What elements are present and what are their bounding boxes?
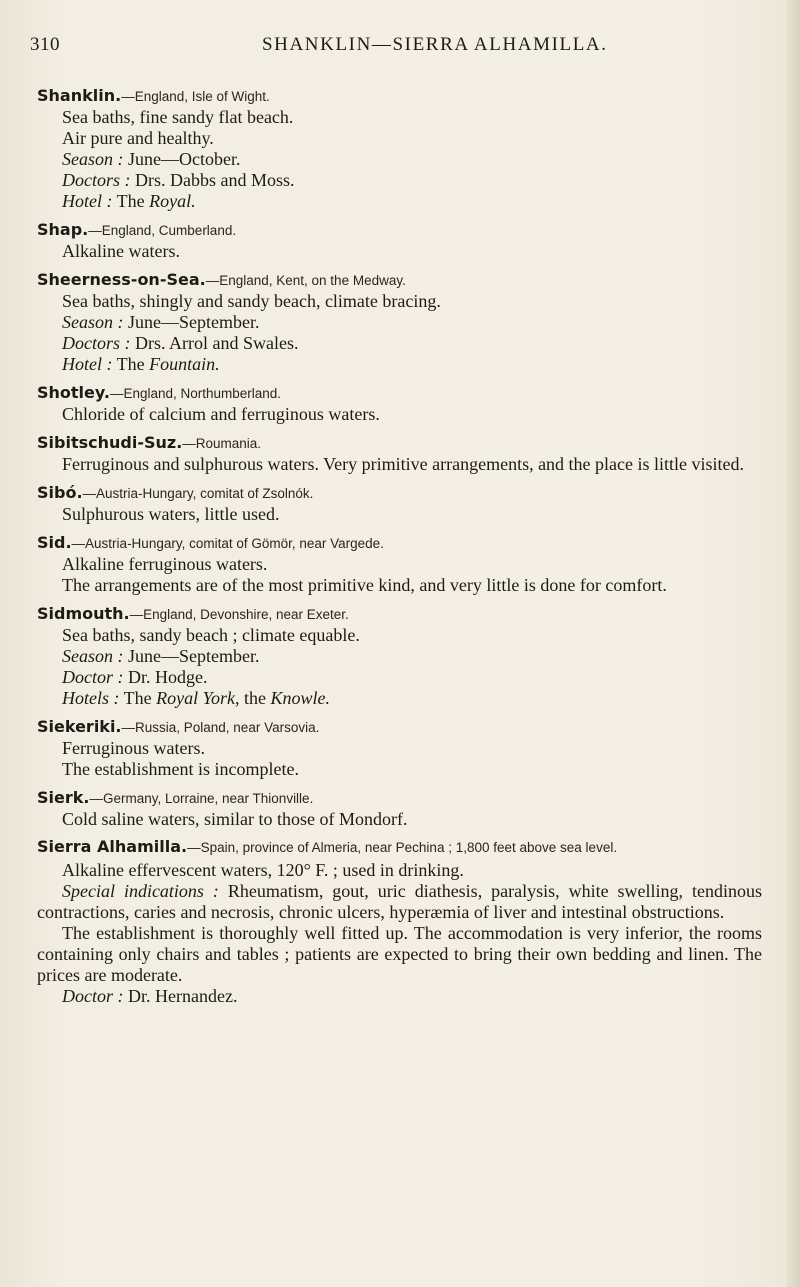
hotel-label: Hotel : — [62, 354, 113, 374]
entry-sibitschudi-suz — [37, 433, 762, 475]
entry-siekeriki — [37, 717, 762, 780]
entry-description: Air pure and healthy. — [62, 128, 214, 148]
entry-heading — [37, 604, 762, 625]
hotels-prefix: The — [119, 688, 157, 708]
entry-name: Sidmouth. — [37, 604, 130, 623]
entry-description: Sea baths, fine sandy flat beach. — [62, 107, 294, 127]
entry-name: Sheerness-on-Sea. — [37, 270, 206, 289]
season-value: June—October. — [123, 149, 241, 169]
season-value: June—September. — [123, 646, 260, 666]
entry-description: The establishment is incomplete. — [62, 759, 299, 779]
entry-shotley — [37, 383, 762, 425]
entry-heading — [37, 383, 762, 404]
entry-name: Sibitschudi-Suz. — [37, 433, 183, 452]
entry-sierk — [37, 788, 762, 830]
entry-description: The establishment is thoroughly well fitted up. The accommodation is very inferior, the rooms containing only chairs and tables ; patients are expected to bring their own bedding and linen. The prices are moderate. — [37, 923, 762, 985]
doctors-label: Doctors : — [62, 170, 131, 190]
entry-description: Alkaline ferruginous waters. — [62, 554, 268, 574]
gazetteer-entries — [37, 86, 762, 1015]
doctors-value: Drs. Arrol and Swales. — [130, 333, 299, 353]
hotel-name: Royal York, — [156, 688, 240, 708]
entry-location: —Roumania. — [182, 436, 262, 451]
hotel-label: Hotel : — [62, 191, 113, 211]
entry-description: Sulphurous waters, little used. — [62, 504, 280, 524]
hotel-name: Knowle. — [270, 688, 331, 708]
page-number: 310 — [30, 34, 60, 55]
doctors-value: Drs. Dabbs and Moss. — [130, 170, 295, 190]
entry-description: The arrangements are of the most primitive kind, and very little is done for comfort. — [62, 575, 667, 595]
season-value: June—September. — [123, 312, 260, 332]
season-label: Season : — [62, 312, 124, 332]
hotels-joiner: the — [239, 688, 271, 708]
entry-doctors — [62, 333, 762, 354]
entry-heading — [37, 86, 762, 107]
entry-sid — [37, 533, 762, 596]
season-label: Season : — [62, 149, 124, 169]
entry-name: Sibó. — [37, 483, 83, 502]
indications-value: Rheumatism, gout, uric diathesis, paralysis, white swelling, tendinous contractions, caries and necrosis, chronic ulcers, hyperæmia of liver and intestinal obstructions. — [37, 881, 762, 922]
entry-name: Shotley. — [37, 383, 110, 402]
entry-description: Ferruginous waters. — [62, 738, 205, 758]
doctors-label: Doctors : — [62, 333, 131, 353]
entry-description: Alkaline effervescent waters, 120° F. ; used in drinking. — [62, 860, 464, 880]
entry-sibo — [37, 483, 762, 525]
doctor-value: Dr. Hodge. — [123, 667, 208, 687]
entry-heading — [37, 220, 762, 241]
entry-heading — [37, 788, 762, 809]
hotel-prefix: The — [112, 191, 150, 211]
entry-name: Shanklin. — [37, 86, 122, 105]
entry-description: Sea baths, shingly and sandy beach, climate bracing. — [62, 291, 441, 311]
doctor-label: Doctor : — [62, 986, 124, 1006]
entry-description: Alkaline waters. — [62, 241, 180, 261]
entry-heading — [37, 533, 762, 554]
entry-season — [62, 149, 762, 170]
entry-name: Sierk. — [37, 788, 90, 807]
entry-season — [62, 312, 762, 333]
entry-name: Shap. — [37, 220, 89, 239]
entry-description: Cold saline waters, similar to those of Mondorf. — [62, 809, 408, 829]
entry-location: —Austria-Hungary, comitat of Gömör, near Vargede. — [71, 536, 384, 551]
page-header — [0, 34, 800, 60]
entry-description: Chloride of calcium and ferruginous waters. — [62, 404, 380, 424]
page-edge — [786, 0, 800, 1287]
entry-description: Ferruginous and sulphurous waters. Very primitive arrangements, and the place is little visited. — [62, 454, 745, 474]
entry-name: Sid. — [37, 533, 72, 552]
entry-hotels — [62, 688, 762, 709]
doctor-value: Dr. Hernandez. — [123, 986, 238, 1006]
entry-name: Sierra Alhamilla. — [37, 837, 188, 856]
entry-shap — [37, 220, 762, 262]
hotel-name: Royal. — [149, 191, 196, 211]
entry-heading — [37, 270, 762, 291]
entry-location: —England, Northumberland. — [109, 386, 282, 401]
entry-hotel — [62, 354, 762, 375]
entry-hotel — [62, 191, 762, 212]
entry-sheerness — [37, 270, 762, 375]
entry-heading — [37, 483, 762, 504]
entry-location: —England, Kent, on the Medway. — [205, 273, 406, 288]
entry-location: —Spain, province of Almeria, near Pechina ; 1,800 feet above sea level. — [187, 840, 618, 855]
indications-label: Special indications : — [62, 881, 219, 901]
hotel-prefix: The — [112, 354, 150, 374]
entry-sidmouth — [37, 604, 762, 709]
entry-heading — [37, 433, 762, 454]
entry-description: Sea baths, sandy beach ; climate equable. — [62, 625, 360, 645]
entry-location: —Russia, Poland, near Varsovia. — [121, 720, 320, 735]
entry-name: Siekeriki. — [37, 717, 122, 736]
season-label: Season : — [62, 646, 124, 666]
entry-heading — [37, 717, 762, 738]
entry-location: —Germany, Lorraine, near Thionville. — [89, 791, 314, 806]
entry-shanklin — [37, 86, 762, 212]
entry-location: —England, Devonshire, near Exeter. — [129, 607, 349, 622]
entry-doctor — [62, 667, 762, 688]
entry-sierra-alhamilla — [37, 838, 762, 1007]
doctor-label: Doctor : — [62, 667, 124, 687]
hotels-label: Hotels : — [62, 688, 120, 708]
running-head: SHANKLIN—SIERRA ALHAMILLA. — [262, 34, 608, 55]
entry-indications — [37, 881, 762, 923]
hotel-name: Fountain. — [149, 354, 220, 374]
entry-location: —England, Cumberland. — [88, 223, 237, 238]
entry-location: —England, Isle of Wight. — [121, 89, 270, 104]
entry-doctor — [62, 986, 762, 1007]
entry-heading — [37, 838, 762, 856]
entry-doctors — [62, 170, 762, 191]
entry-season — [62, 646, 762, 667]
entry-location: —Austria-Hungary, comitat of Zsolnók. — [82, 486, 314, 501]
